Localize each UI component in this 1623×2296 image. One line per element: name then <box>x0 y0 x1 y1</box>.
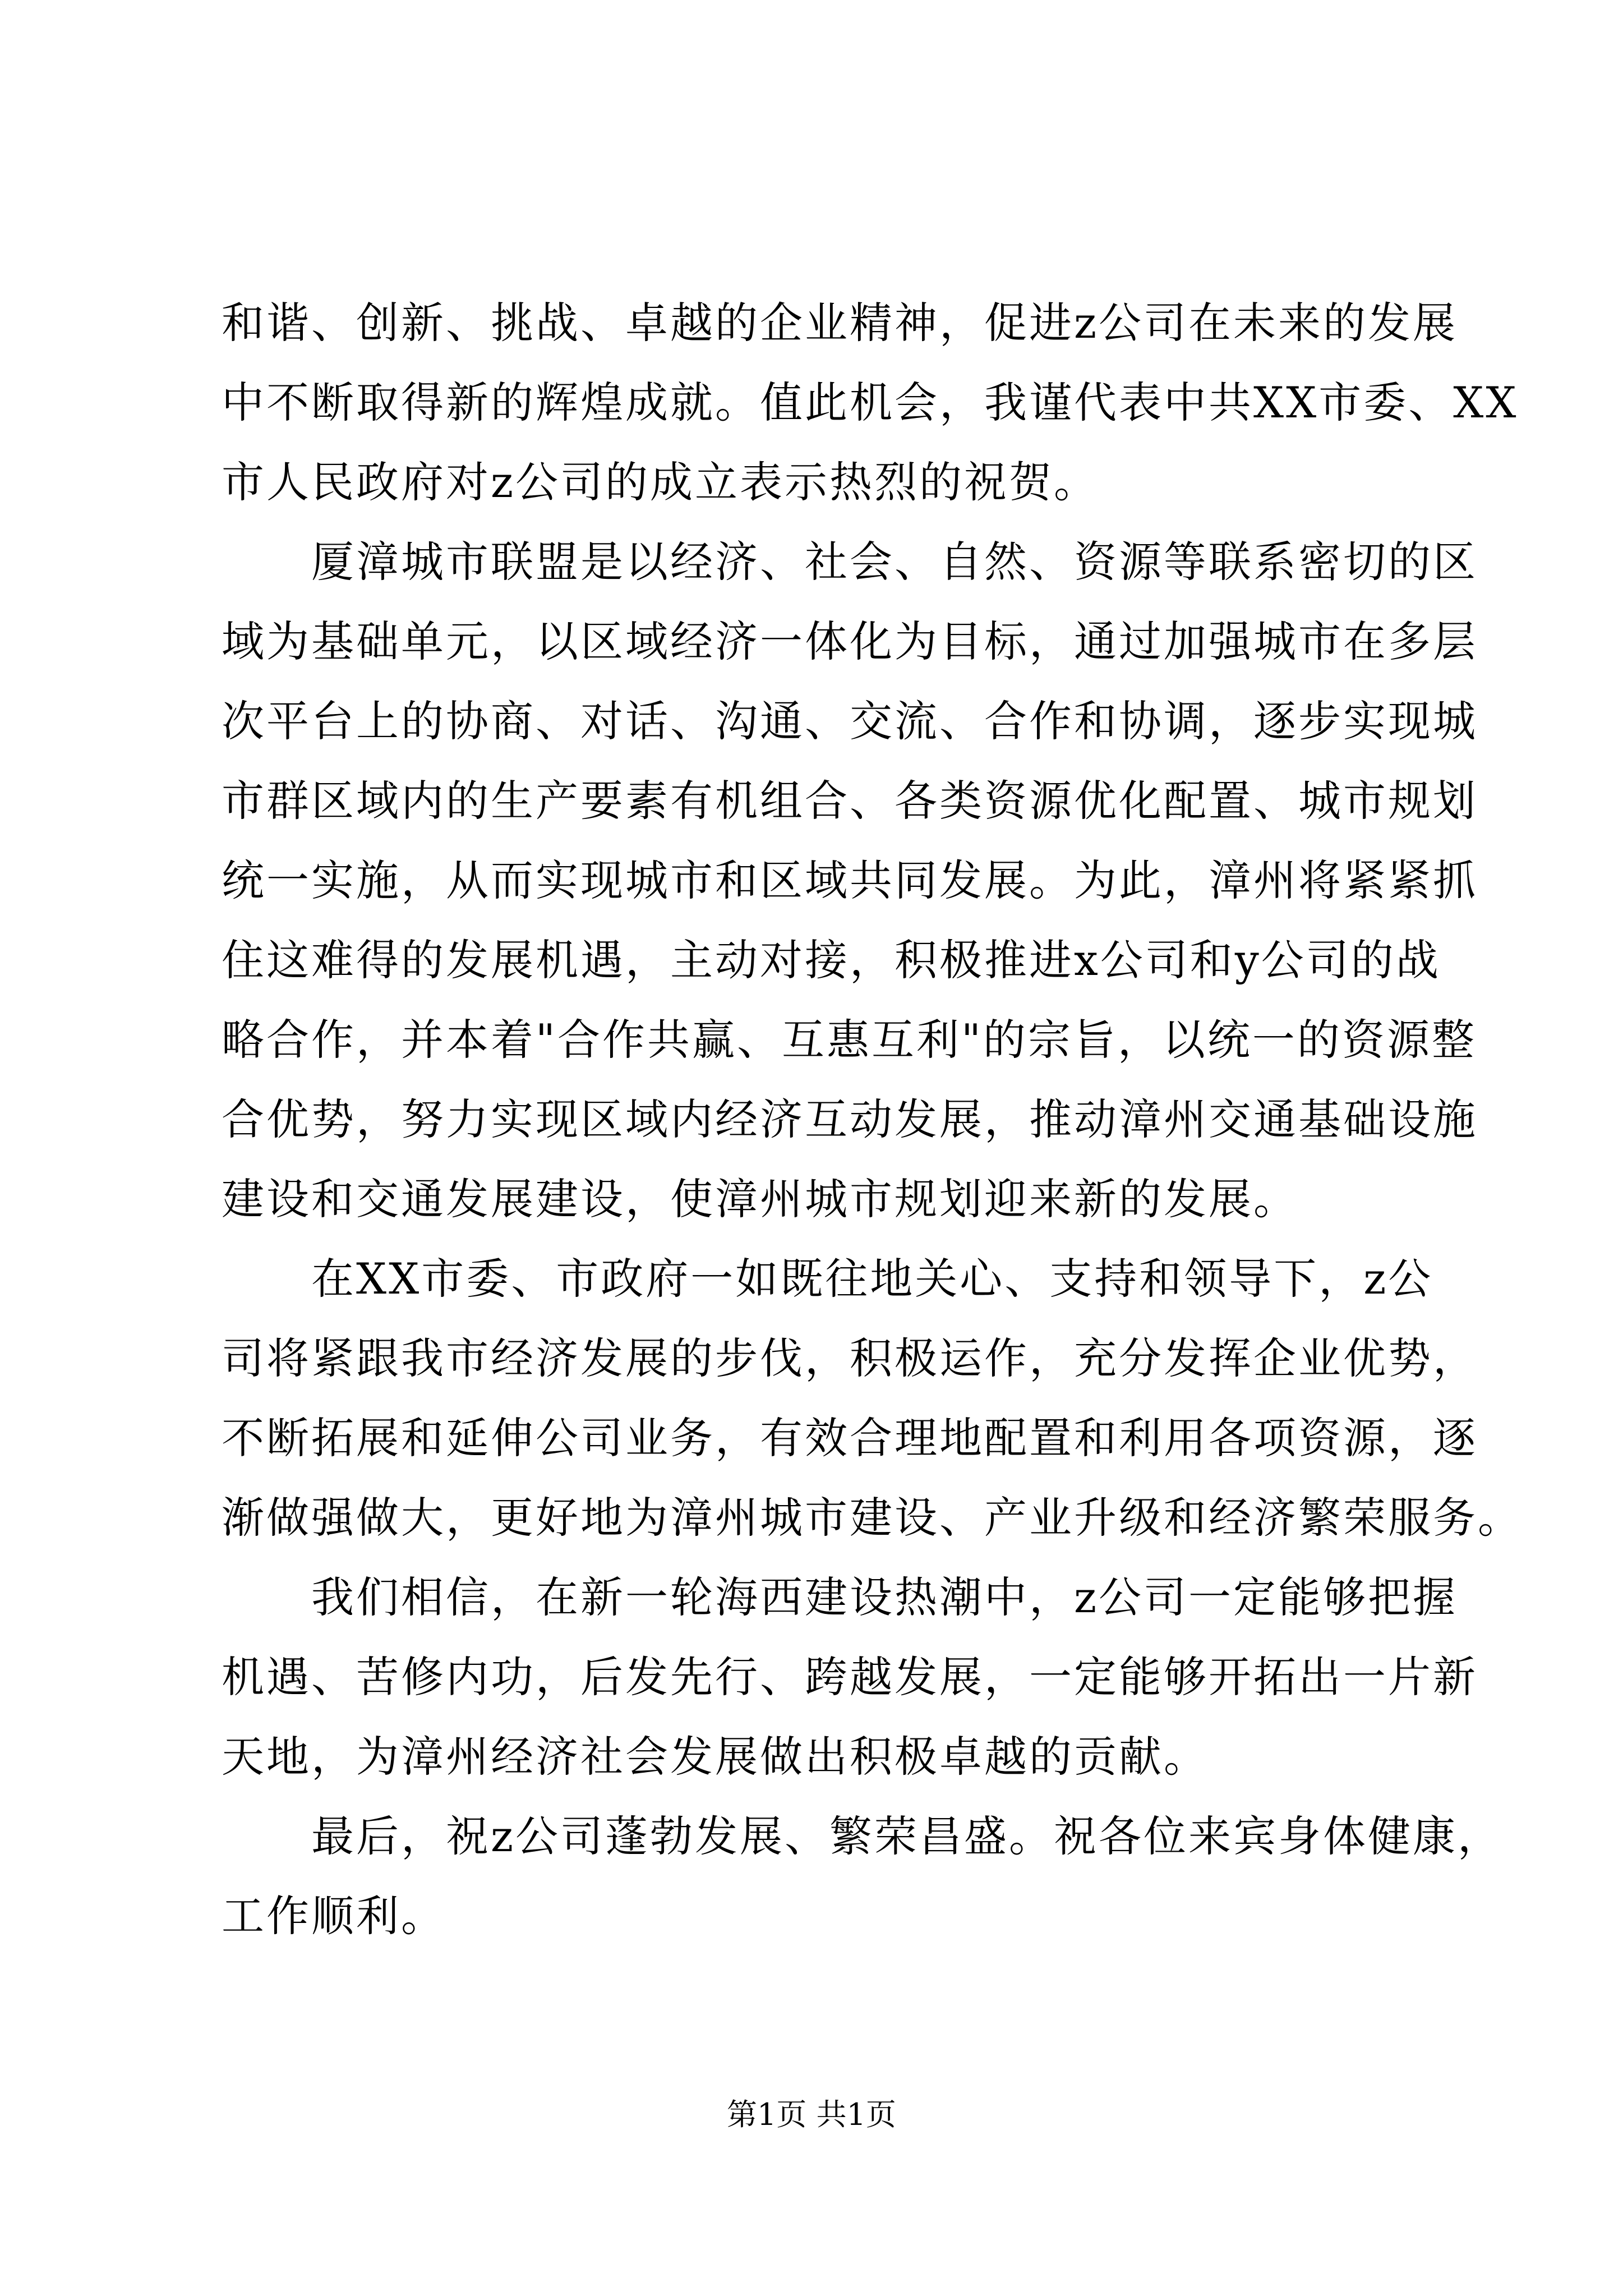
text-line: 我们相信，在新一轮海西建设热潮中，z公司一定能够把握 <box>311 1572 1458 1622</box>
paragraph-3 <box>222 1239 1523 1558</box>
text-line: 和谐、创新、挑战、卓越的企业精神，促进z公司在未来的发展 <box>222 298 1458 348</box>
page-footer <box>0 2092 1623 2137</box>
text-line: 合优势，努力实现区域内经济互动发展，推动漳州交通基础设施 <box>222 1094 1478 1144</box>
text-line: 建设和交通发展建设，使漳州城市规划迎来新的发展。 <box>222 1174 1298 1224</box>
text-line: 中不断取得新的辉煌成就。值此机会，我谨代表中共XX市委、XX <box>222 378 1519 427</box>
text-line: 统一实施，从而实现城市和区域共同发展。为此，漳州将紧紧抓 <box>222 855 1478 905</box>
text-line: 市群区域内的生产要素有机组合、各类资源优化配置、城市规划 <box>222 776 1478 826</box>
paragraph-2 <box>222 522 1478 1239</box>
paragraph-5 <box>222 1797 1503 1956</box>
text-line: 住这难得的发展机遇，主动对接，积极推进x公司和y公司的战 <box>222 935 1441 985</box>
page-number: 第1页 共1页 <box>727 2097 896 2132</box>
text-line: 最后，祝z公司蓬勃发展、繁荣昌盛。祝各位来宾身体健康， <box>311 1811 1503 1861</box>
document-body <box>222 283 1523 1956</box>
text-line: 域为基础单元，以区域经济一体化为目标，通过加强城市在多层 <box>222 616 1478 666</box>
text-line: 工作顺利。 <box>222 1891 446 1941</box>
text-line: 略合作，并本着"合作共赢、互惠互利"的宗旨，以统一的资源整 <box>222 1015 1477 1065</box>
paragraph-1 <box>222 283 1519 522</box>
text-line: 机遇、苦修内功，后发先行、跨越发展，一定能够开拓出一片新 <box>222 1652 1478 1702</box>
text-line: 在XX市委、市政府一如既往地关心、支持和领导下，z公 <box>311 1254 1433 1304</box>
text-line: 市人民政府对z公司的成立表示热烈的祝贺。 <box>222 457 1099 507</box>
text-line: 司将紧跟我市经济发展的步伐，积极运作，充分发挥企业优势， <box>222 1333 1478 1383</box>
text-line: 天地，为漳州经济社会发展做出积极卓越的贡献。 <box>222 1732 1209 1782</box>
text-line: 次平台上的协商、对话、沟通、交流、合作和协调，逐步实现城 <box>222 696 1478 746</box>
paragraph-4 <box>222 1558 1478 1797</box>
text-line: 渐做强做大，更好地为漳州城市建设、产业升级和经济繁荣服务。 <box>222 1493 1523 1543</box>
text-line: 厦漳城市联盟是以经济、社会、自然、资源等联系密切的区 <box>311 537 1478 587</box>
text-line: 不断拓展和延伸公司业务，有效合理地配置和利用各项资源，逐 <box>222 1413 1478 1463</box>
